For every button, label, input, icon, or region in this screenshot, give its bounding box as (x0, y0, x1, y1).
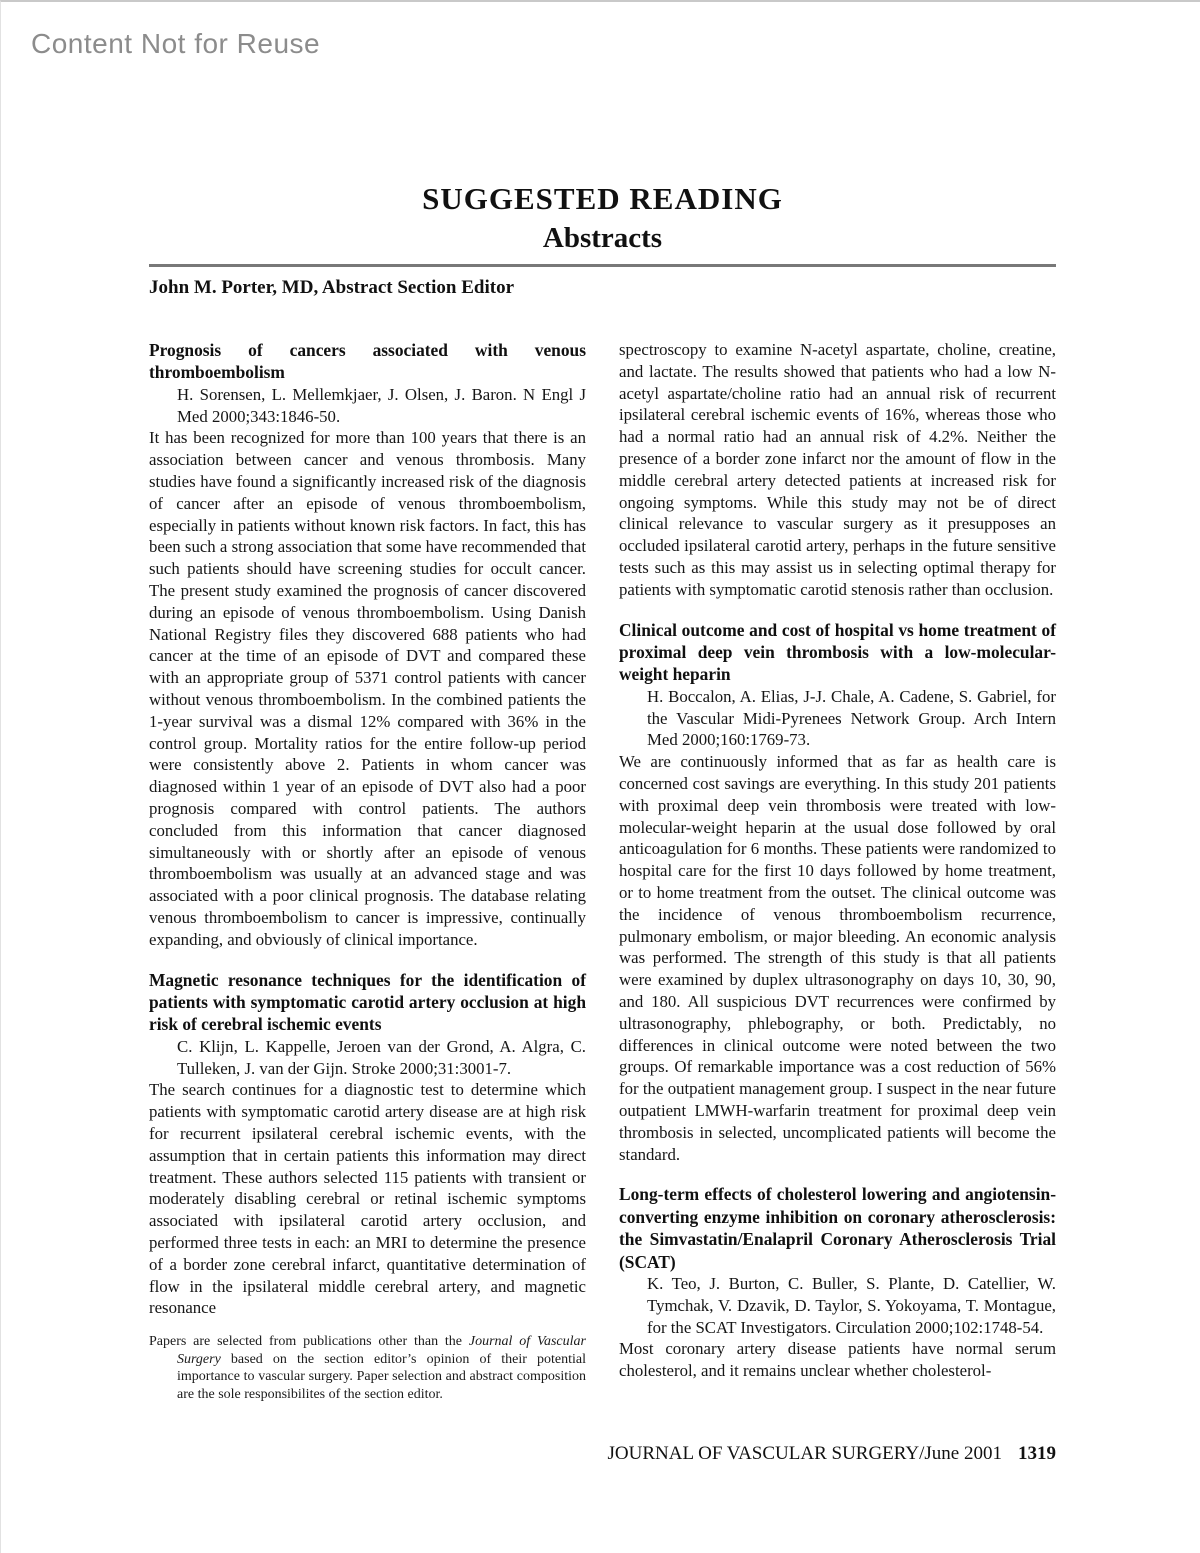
right-column (619, 339, 1056, 1382)
abstract-1-heading: Prognosis of cancers associated with venous thromboembolism (149, 340, 586, 383)
footer-journal-line: JOURNAL OF VASCULAR SURGERY/June 2001 (607, 1443, 1002, 1464)
abstract-4-citation: K. Teo, J. Burton, C. Buller, S. Plante, D. Catellier, W. Tymchak, V. Dzavik, D. Taylor, S. Yokoyama, T. Montague, for the SCAT Investigators. Circulation 2000;102:1748-54. (647, 1273, 1056, 1337)
page-footer (149, 1443, 1056, 1465)
footnote-text-post: based on the section editor’s opinion of their potential importance to vascular surgery. Paper selection and abstract composition are the sole responsibilites of the section editor. (177, 1351, 586, 1402)
abstract-2-body-right: spectroscopy to examine N-acetyl aspartate, choline, creatine, and lactate. The results showed that patients who had a low N-acetyl aspartate/choline ratio had an annual risk of recurrent ipsilateral cerebral ischemic events of 16%, whereas those who had a normal ratio had an annual risk of 4.2%. Neither the presence of a border zone infarct nor the amount of flow in the middle cerebral artery detected patients at increased risk for ongoing symptoms. While this study may not be of direct clinical relevance to vascular surgery as it presupposes an occluded ipsilateral carotid artery, perhaps in the future sensitive tests such as this may assist us in selecting optimal therapy for patients with symptomatic carotid stenosis rather than occlusion. (619, 340, 1056, 599)
abstract-2-citation: C. Klijn, L. Kappelle, Jeroen van der Grond, A. Algra, C. Tulleken, J. van der Gijn. Stroke 2000;31:3001-7. (177, 1036, 586, 1078)
page-subtitle: Abstracts (542, 222, 663, 254)
header-rule (149, 264, 1056, 267)
abstract-1-citation: H. Sorensen, L. Mellemkjaer, J. Olsen, J. Baron. N Engl J Med 2000;343:1846-50. (177, 384, 586, 426)
footnote-text-pre: Papers are selected from publications other than the (149, 1334, 469, 1350)
abstract-4-heading: Long-term effects of cholesterol lowering and angiotensin-converting enzyme inhibition on coronary atherosclerosis: the Simvastatin/Enalapril Coronary Atherosclerosis Trial (SCAT) (619, 1184, 1056, 1272)
abstract-3-heading: Clinical outcome and cost of hospital vs home treatment of proximal deep vein thrombosis with a low-molecular-weight heparin (619, 619, 1056, 685)
abstract-3-body: We are continuously informed that as far as health care is concerned cost savings are everything. In this study 201 patients with proximal deep vein thrombosis were treated with low-molecular-weight heparin at the usual dose followed by oral anticoagulation for 6 months. These patients were randomized to hospital care for the first 10 days followed by home treatment, or to home treatment from the outset. The clinical outcome was the incidence of venous thromboembolism recurrence, pulmonary embolism, or major bleeding. An economic analysis was performed. The strength of this study is that all patients were examined by duplex ultrasonography on days 10, 30, 90, and 180. All suspicious DVT recurrences were confirmed by ultrasonography, phlebography, or both. Predictably, no differences in clinical outcome were noted between the two groups. Of remarkable importance was a cost reduction of 56% for the outpatient management group. I suspect in the near future outpatient LMWH-warfarin treatment for proximal deep vein thrombosis in selected, uncomplicated patients will become the standard. (619, 752, 1056, 1164)
abstract-2-body-left: The search continues for a diagnostic test to determine which patients with symptomatic carotid artery disease are at high risk for recurrent ipsilateral cerebral ischemic events, with the assumption that in certain patients this information may direct treatment. These authors selected 115 patients with transient or moderately disabling cerebral or retinal ischemic symptoms associated with ipsilateral carotid artery occlusion, and performed three tests in each: an MRI to determine the presence of a border zone cerebral infarct, quantitative determination of flow in the ipsilateral middle cerebral artery, and magnetic resonance (149, 1080, 586, 1318)
abstract-2-heading: Magnetic resonance techniques for the identification of patients with symptomatic carotid artery occlusion at high risk of cerebral ischemic events (149, 969, 586, 1035)
editor-footnote (149, 1333, 586, 1403)
footnote-journal-name: Journal of Vascular Surgery (177, 1334, 586, 1367)
left-column (149, 339, 586, 1403)
footer-page-number: 1319 (1018, 1443, 1056, 1464)
page-header (149, 182, 1056, 299)
abstract-1-body: It has been recognized for more than 100 years that there is an association between cancer and venous thrombosis. Many studies have found a significantly increased risk of the diagnosis of cancer after an episode of venous thromboembolism, especially in patients without known risk factors. In fact, this has been such a strong association that some have recommended that such patients should have screening studies for occult cancer. The present study examined the prognosis of cancer discovered during an episode of venous thromboembolism. Using Danish National Registry files they discovered 688 patients who had cancer at the time of an episode of DVT and compared these with an appropriate group of 5371 control patients with cancer without venous thromboembolism. In the combined patients the 1-year survival was a dismal 12% compared with 36% in the control group. Mortality ratios for the entire follow-up period were consistently above 2. Patients in whom cancer was diagnosed within 1 year of an episode of DVT also had a poor prognosis compared with control patients. The authors concluded from this information that cancer diagnosed simultaneously with or shortly after an episode of venous thromboembolism was usually at an advanced stage and was associated with a poor clinical prognosis. The database relating venous thromboembolism to cancer is impressive, continually expanding, and obviously of clinical importance. (149, 428, 586, 949)
watermark-text: Content Not for Reuse (31, 28, 321, 59)
abstract-3-citation: H. Boccalon, A. Elias, J-J. Chale, A. Cadene, S. Gabriel, for the Vascular Midi-Pyrenees Network Group. Arch Intern Med 2000;160:1769-73. (647, 686, 1056, 750)
section-editor-line: John M. Porter, MD, Abstract Section Editor (149, 277, 514, 298)
page-title: SUGGESTED READING (422, 181, 783, 216)
abstract-4-body: Most coronary artery disease patients have normal serum cholesterol, and it remains unclear whether cholesterol- (619, 1339, 1056, 1381)
